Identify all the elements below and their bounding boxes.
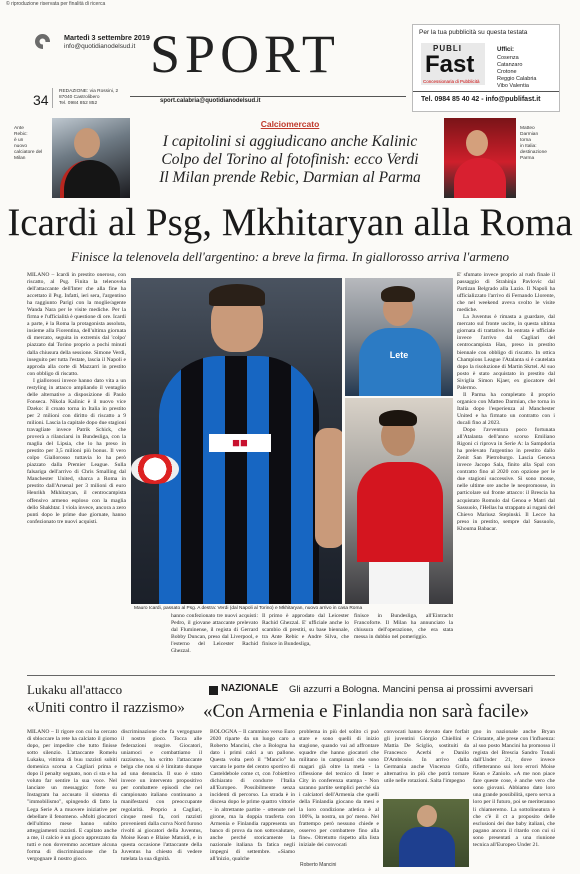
ad-headline: Per la tua pubblicità su questa testata: [419, 29, 528, 36]
page-number: 34: [33, 92, 49, 108]
section-divider: [27, 675, 555, 676]
ad-offices: Cosenza Catanzaro Crotone Reggio Calabria Vibo Valentia: [497, 55, 537, 89]
photo-mkhitaryan: [345, 398, 453, 604]
main-column-4: E' sfumato invece proprio al rush finale il passaggio di Strahinja Pavlovic dal Partizan Belgrado alla Lazio. Il Napoli ha ufficializzato l'arrivo di Fernando Llorente, che nel weekend aveva svolto le visite mediche. La Juventus è rimasta a guardare, dal mercato sul fronte uscite, in questa ultima giornata di trattative. In entrata è ufficiale invece l'arrivo dal Cagliari del centrocampista Han, preso in prestito biennale con obbligo di riscatto. In ottica Champions League l'Atalanta si è cautelata dopo la risoluzione di Martin Skrtel. Al suo posto è stato acquistato in prestito dal Siviglia Simon Kjaer, ex giocatore del Palermo. Il Parma ha completato il proprio organico con Matteo Darmian, che torna in Italia dopo l'esperienza al Manchester United e ha firmato un contratto con i ducali fino al 2023. Dopo l'avventura poco fortunata all'Atalanta dell'anno scorso Emiliano Rigoni ci riprova in Serie A: la Sampdoria ha prelevato l'argentino in prestito dallo Zenit San Pietroburgo. Lascia Genova invece Jacopo Sala, finito alla Spal con contratto fino al 2020 con opzione per le due stagioni successive. Si sono mosse, nelle ultime ore anche le neopromosse, in particolare sul fronte attacco: il Brescia ha acquistato Romulo dal Genoa e Matri dal Sassuolo, l'Hellas ha strappato ai rugani del Chievo Mariusz Stepinski. Il Lecce ha preso in prestito, sempre dal Sassuolo, Khouma Babacar.: [457, 272, 555, 532]
section-title: SPORT: [150, 24, 340, 84]
national-column-3: convocati hanno dovuto dare forfait gli juventini Giorgio Chiellini e Mattia De Sciglio, sostituiti da Francesco Acerbi e Danilo D'Ambrosio. In arrivo dalla Germania anche Vincenzo Grifo, alternativa in più che potrà tornare utile nelle rotazioni. Salta l'impegno: [384, 729, 469, 785]
photo-mancini: [383, 799, 469, 867]
ad-tagline: Concessionaria di Pubblicità: [423, 79, 480, 84]
main-column-2: hanno confezionato tre nuovi acquisti: Pedro, il giovane attaccante prelevato dal Fluminense, il regista di Gerrard Bobby Duncan, preso dal Liverpool, e l'esterno del Leicester Rachid Ghezzal.: [171, 613, 258, 655]
newspaper-logo-icon: [34, 33, 51, 50]
main-column-3: Il primo è approdato dal Leicester Rachid Ghezzal. E' ufficiale anche lo scambio di prestiti, su base biennale, tra Ante Rebic e Andre Silva, che finisce in Bundesliga,: [262, 613, 349, 648]
national-column-2: problema in più del solito ci può stare e sono quelli di inizio stagione, quando vai ad affrontare squadre che hanno giocatori che militano in campionati che sono magari già oltre la metà - la riflessione del tecnico di Inter e City in conferenza stampa - Non saranno partite semplici perché sia i calciatori dell'Armenia che quelli della Finlandia giocano da mesi e la loro condizione atletica è al 100%, la nostra, un po' meno. Nel frattempo però nessuno chiede e osservo per combattere fino alla fine». Oltretutto rispetto alla lista iniziale dei convocati: [299, 729, 379, 848]
caption-rebic: Ante Rebic: è un nuovo calciatore del Milan: [14, 126, 43, 161]
national-column-1: BOLOGNA – Il cammino verso Euro 2020 riparte da un luogo caro a Roberto Mancini, che a Bologna ha dato i primi calci a un pallone. Questa volta però il "Mancio" ha varcato le porte del centro sportivo di Casteldebole come ct, con l'obiettivo dichiarato di condurre l'Italia all'Europeo. Possibilmente senza incidenti di percorso. La strada è in discesa dopo le prime quattro vittorie - in altrettante partite - ottenute nel girone, ma la doppia trasferta con Armenia e Finlandia rappresenta un banco di prova da non sottovalutare, anche perché storicamente la nazionale italiana fa fatica negli impegni di settembre. «Siamo all'inizio, qualche: [210, 729, 295, 862]
ad-offices-label: Uffici:: [497, 47, 514, 53]
main-headline: Icardi al Psg, Mkhitaryan alla Roma: [7, 201, 573, 244]
photo-darmian: [444, 118, 516, 198]
contact-email[interactable]: info@quotidianodelsud.it: [64, 43, 136, 50]
lukaku-column-1: MILANO – Il rigore con cui ha cercato di sbloccare la rete ha calciato il giorno dopo, per impedire che tutto finisse sotto silenzio. L'attaccante Romelu Lukaku, vittima di buu razzisti subiti domenica scorsa a Cagliari prima e dopo il penalty segnato, non ci sta e ha voluto far sentire la sua voce. Nel lanciare un messaggio: forte su Instagram ha accusato il sistema di "immobilismo", spingendo di fatto la Lega Serie A a muovere iniziative per debellare il fenomeno. «Molti giocatori dell'ultimo mese hanno subito atteggiamenti razzisti. E capitato anche a me, il calcio è un gioco apprezzato da tutti e non dovremmo accettare alcuna forma di discriminazione che fa vergognare il nostro gioco.: [27, 729, 117, 862]
national-subtitle: Gli azzurri a Bologna. Mancini pensa ai prossimi avversari: [289, 684, 533, 695]
teaser-headline: I capitolini si aggiudicano anche Kalinic Colpo del Torino al fotofinish: ecco Verdi Il Milan prende Rebic, Darmian al Parma: [159, 133, 421, 186]
main-column-1: MILANO – Icardi in prestito oneroso, con riscatto, al Psg. Finita la telenovela dell'attaccante dell'Inter che alla fine ha accettato il Psg. Infatti, ieri sera, l'argentino ha raggiunto Parigi con la moglie/agente Wanda Nara per le visite mediche. Per la firma e l'ufficialità è questione di ore. Icardi a parte, è la Roma la protagonista assoluta, insieme alla Fiorentina, dell'ultima giornata di mercato, seguita in extremis dal 'colpo' piazzato dal Torino proprio a pochi minuti dalla chiusura della sessione. Simone Verdi, inseguito per tutta l'estate, lascia il Napoli e approda alla corte di Mazzarri in prestito con obbligo di riscatto. I giallorossi invece hanno dato vita a un restyling in attacco ampliando il ventaglio delle alternative a disposizione di Paulo Fonseca. Nikola Kalinic è il nuovo vice Dzeko: il croato torna in Italia in prestito per 2 milioni con diritto di riscatto a 9 milioni. Lascia la capitale dopo due stagioni travagliate invece Patrik Schick, che proverà a rilanciarsi in Bundesliga, con la maglia del Lipsia, che lo ha preso in prestito per 3,5 milioni più bonus. Il vero colpo Giallorosso tuttavia lo ha però piazzato dalla Premier League. Sulla falsariga dell'arrivo di Chris Smalling dal Manchester United, sbarca a Roma in prestito dall'Arsenal per 3 milioni di euro Henrikh Mkhitaryan, il centrocampista offensivo armeno esploso con la maglia dello Shakhtar. I viola invece, ancora a zero punti dopo le prime due giornate, hanno confezionato tre nuovi acquisti.: [27, 272, 126, 525]
national-headline: «Con Armenia e Finlandia non sarà facile»: [203, 701, 530, 722]
photo-llorente: Lete: [345, 278, 453, 396]
kicker-calciomercato: Calciomercato: [260, 119, 320, 129]
national-tag-square: [209, 686, 218, 695]
main-photo-caption: Mauro Icardi, passato al Psg. A destra: Verdi (dal Napoli al Torino) e Mkhitaryan, nuovo arrivo in casa Roma: [134, 606, 363, 611]
ad-brand-top: PUBLI: [433, 44, 462, 53]
mancini-caption: Roberto Mancini: [300, 862, 337, 868]
copyright-note: © riproduzione riservata per finalità di ricerca: [6, 1, 106, 7]
newsroom-address: REDAZIONE: via Rossini, 2 87040 Castrolibero Tel. 0984 852 852: [59, 89, 119, 106]
section-email[interactable]: sport.calabria@quotidianodelsud.it: [160, 98, 261, 104]
national-column-4: gno in nazionale anche Bryan Cristante, alle prese con l'influenza: al suo posto Mancini ha promosso il regista del Brescia Sandro Tonali dall'Under 21, dove invece rifletteranno sui loro errori Moise Kean e Zaniolo. «A me non piace fare queste cose, è anche vero che sono giovani. Abbiamo dato loro una grande possibilità, spero serva a loro per il futuro, poi se meriteranno li chiameremo. La sottolineatura è che c'è il ct a proposito delle esclusioni dei due baby italiani, che pagano ancora il ritardo con cui si sono presentati a una riunione tecnica all'Europeo Under 21.: [473, 729, 555, 848]
photo-rebic: [52, 118, 130, 198]
ad-contacts[interactable]: Tel. 0984 85 40 42 - info@publifast.it: [421, 96, 541, 103]
lukaku-column-2: discriminazione che fa vergognare il nostro gioco. Tocca alle federazioni reagire. Giocatori, uniamoci e combattiamo il razzismo», ha scritto l'attaccante belga che non si è limitato dunque ad una denuncia. Il suo è stato invece un intervento propositivo per combattere episodi che nel campionato italiano continuano a manifestarsi con preoccupante regolarità. Proprio a Cagliari, cinque mesi fa, cori razzisti provenienti dalla curva Nord furono rivolti ai giocatori della Juventus, Moise Kean e Blaise Matuidi, e in questa occasione l'attaccante della Juventus ha chiesto di vedere tutelata la sua dignità.: [121, 729, 202, 862]
national-kicker: NAZIONALE: [221, 683, 279, 694]
advertisement-box: [412, 24, 560, 112]
header-rule: [130, 96, 406, 97]
issue-date: Martedì 3 settembre 2019: [64, 33, 150, 42]
caption-darmian: Matteo Darmian torna in Italia: destinazione Parma: [520, 126, 547, 161]
main-column-3b: finisce in Bundesliga, all'Eintracht Francoforte. Il Milan ha annunciato la chiusura dell'operazione, che era stata messa in dubbio nel pomeriggio.: [354, 613, 453, 641]
lukaku-headline: Lukaku all'attacco «Uniti contro il razzismo»: [27, 682, 185, 716]
photo-icardi: ■■: [131, 278, 342, 604]
main-subheadline: Finisce la telenovela dell'argentino: a breve la firma. In giallorosso arriva l'armeno: [70, 249, 510, 264]
ad-brand-main: Fast: [425, 51, 475, 78]
